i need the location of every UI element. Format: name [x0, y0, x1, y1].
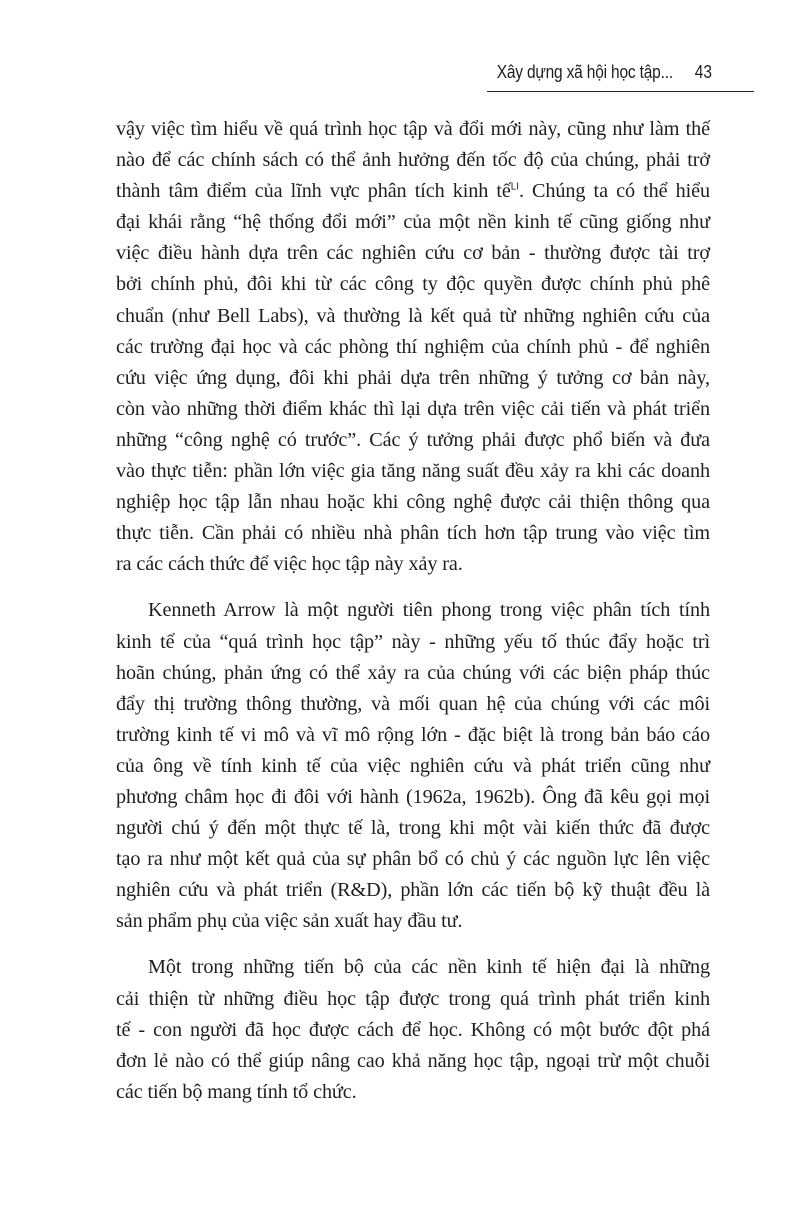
running-title: Xây dựng xã hội học tập...	[496, 62, 673, 82]
text-line: những “công nghệ có trước”. Các ý tưởng phải được phổ biến và đưa	[116, 428, 710, 451]
body-text	[116, 114, 710, 1108]
text-segment: . Chúng ta có thể hiểu	[518, 180, 711, 203]
running-header	[0, 62, 800, 92]
header-rule	[487, 91, 754, 92]
text-line: trường kinh tế vi mô và vĩ mô rộng lớn - đặc biệt là trong bản báo cáo	[116, 723, 710, 746]
text-line: vào thực tiễn: phần lớn việc gia tăng năng suất đều xảy ra khi các doanh	[116, 460, 710, 483]
text-line: tạo ra như một kết quả của sự phân bổ có chủ ý các nguồn lực lên việc	[116, 848, 710, 871]
paragraph-gap	[116, 937, 710, 952]
text-line: kinh tế của “quá trình học tập” này - những yếu tố thúc đẩy hoặc trì	[116, 630, 710, 653]
text-line: bởi chính phủ, đôi khi từ các công ty độc quyền được chính phủ phê	[116, 273, 710, 296]
text-line: nghiên cứu và phát triển (R&D), phần lớn các tiến bộ kỹ thuật đều là	[116, 879, 710, 902]
paragraph-1	[116, 114, 710, 580]
footnote-marker: LI	[510, 181, 519, 193]
text-line: chuẩn (như Bell Labs), và thường là kết quả từ những nghiên cứu của	[116, 304, 710, 327]
text-line: thực tiễn. Cần phải có nhiều nhà phân tích hơn tập trung vào việc tìm	[116, 522, 710, 545]
paragraph-2	[116, 595, 710, 937]
page-number: 43	[694, 62, 712, 82]
text-line: Một trong những tiến bộ của các nền kinh tế hiện đại là những	[148, 956, 710, 979]
text-line: sản phẩm phụ của việc sản xuất hay đầu tư.	[116, 910, 463, 933]
text-line-with-note	[116, 176, 710, 207]
text-line: cứu việc ứng dụng, đôi khi phải dựa trên những ý tưởng cơ bản này,	[116, 366, 710, 389]
text-line: vậy việc tìm hiểu về quá trình học tập và đổi mới này, cũng như làm thế	[116, 118, 710, 140]
text-line: còn vào những thời điểm khác thì lại dựa trên việc cải tiến và phát triển	[116, 397, 710, 420]
text-line: cải thiện từ những điều học tập được trong quá trình phát triển kinh	[116, 987, 710, 1010]
text-line: của ông về tính kinh tế của việc nghiên cứu và phát triển cũng như	[116, 754, 710, 777]
text-line: Kenneth Arrow là một người tiên phong trong việc phân tích tính	[148, 599, 710, 622]
text-segment: thành tâm điểm của lĩnh vực phân tích kinh tế	[116, 180, 511, 203]
text-line: ra các cách thức để việc học tập này xảy ra.	[116, 553, 463, 576]
text-line: phương châm học đi đôi với hành (1962a, 1962b). Ông đã kêu gọi mọi	[116, 785, 710, 808]
text-line: người chú ý đến một thực tế là, trong khi một vài kiến thức đã được	[116, 817, 710, 840]
text-line: việc điều hành dựa trên các nghiên cứu cơ bản - thường được tài trợ	[116, 242, 710, 265]
text-line: đơn lẻ nào có thể giúp nâng cao khả năng học tập, ngoại trừ một chuỗi	[116, 1049, 710, 1072]
text-line: đẩy thị trường thông thường, và mối quan hệ của chúng với các môi	[116, 692, 710, 715]
text-line: các tiến bộ mang tính tổ chức.	[116, 1080, 357, 1103]
text-line: nào để các chính sách có thể ảnh hưởng đến tốc độ của chúng, phải trở	[116, 149, 710, 172]
paragraph-3	[116, 952, 710, 1107]
text-line: nghiệp học tập lẫn nhau hoặc khi công nghệ được cải thiện thông qua	[116, 491, 710, 514]
text-line: các trường đại học và các phòng thí nghiệm của chính phủ - để nghiên	[116, 335, 710, 358]
text-line: đại khái rằng “hệ thống đổi mới” của một nền kinh tế cũng giống như	[116, 211, 710, 234]
text-line: hoãn chúng, phản ứng có thể xảy ra của chúng với các biện pháp thúc	[116, 661, 710, 684]
text-line: tế - con người đã học được cách để học. Không có một bước đột phá	[116, 1018, 710, 1041]
paragraph-gap	[116, 580, 710, 595]
